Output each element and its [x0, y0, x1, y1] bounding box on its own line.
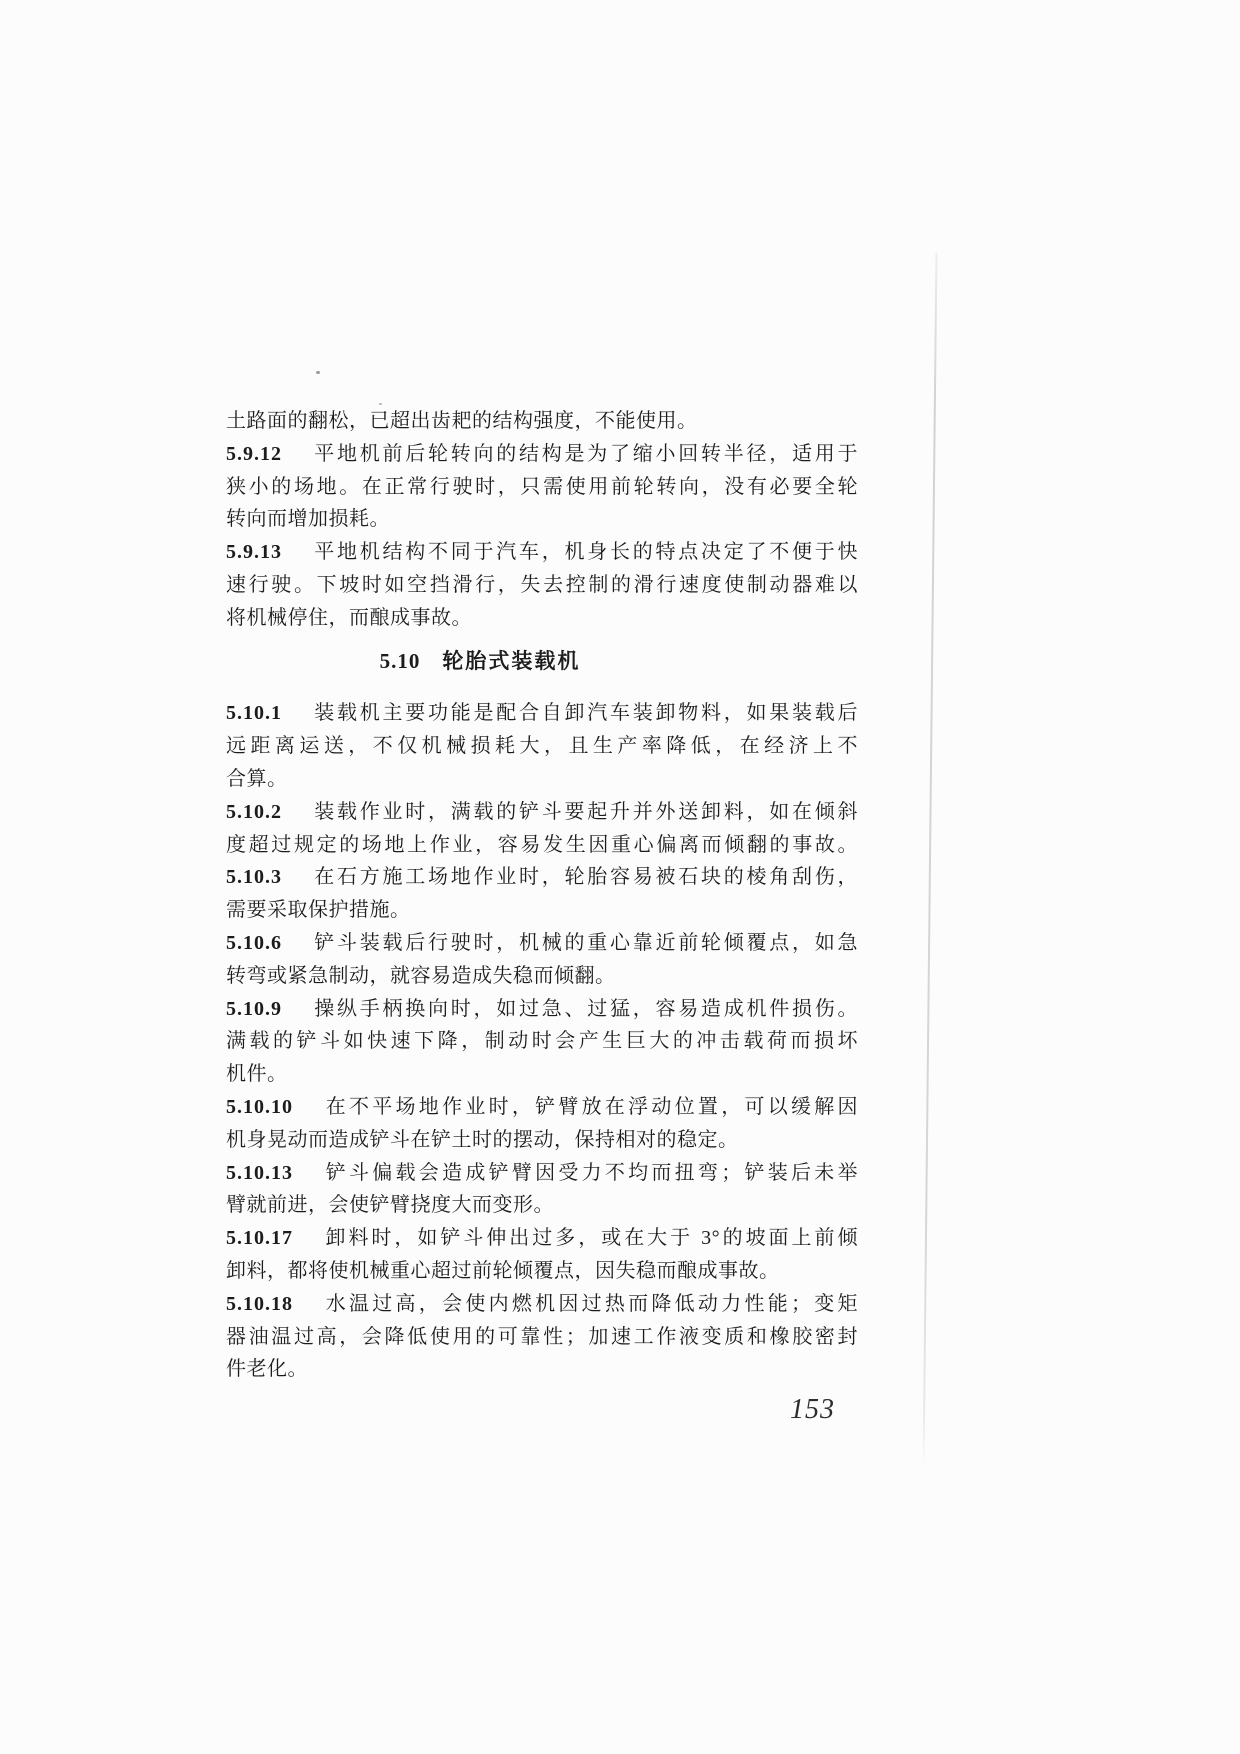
text-line: [226, 1157, 858, 1190]
text-line: [226, 1353, 858, 1386]
clause-number: 5.9.13: [226, 541, 282, 564]
scan-edge-artifact: [923, 253, 938, 1467]
clause-number: 5.10.1: [226, 702, 282, 725]
line-text: 机身晃动而造成铲斗在铲土时的摆动，保持相对的稳定。: [226, 1128, 739, 1151]
text-line: [226, 438, 858, 471]
text-line: [226, 1058, 858, 1091]
line-text: 合算。: [226, 767, 288, 790]
section-heading: [226, 645, 858, 678]
text-line: [226, 960, 858, 993]
text-line: [226, 861, 858, 894]
line-text: 将机械停住，而酿成事故。: [226, 606, 472, 629]
text-line: [226, 602, 858, 635]
line-text: 件老化。: [226, 1358, 308, 1381]
line-text: 平地机前后轮转向的结构是为了缩小回转半径，适用于: [312, 442, 858, 465]
line-text: 机件。: [226, 1063, 288, 1086]
clause-number: 5.9.12: [226, 442, 282, 465]
line-text: 需要采取保护措施。: [226, 899, 411, 922]
scan-speck: [316, 371, 320, 374]
text-line: [226, 730, 858, 763]
scan-speck: [379, 403, 382, 405]
line-text: 狭小的场地。在正常行驶时，只需使用前轮转向，没有必要全轮: [226, 475, 858, 498]
line-text: 转向而增加损耗。: [226, 508, 390, 531]
clause-number: 5.10.6: [226, 931, 282, 954]
text-line: [226, 697, 858, 730]
text-line: [226, 1288, 858, 1321]
text-line: [226, 796, 858, 829]
clause-number: 5.10.3: [226, 866, 282, 889]
text-line: [226, 471, 858, 504]
text-line: [226, 1189, 858, 1222]
line-text: 速行驶。下坡时如空挡滑行，失去控制的滑行速度使制动器难以: [226, 573, 858, 596]
text-line: [226, 503, 858, 536]
line-text: 转弯或紧急制动，就容易造成失稳而倾翻。: [226, 964, 616, 987]
clause-number: 5.10.17: [226, 1227, 293, 1250]
text-line: [226, 405, 858, 438]
page-number: 153: [790, 1394, 835, 1425]
line-text: 装载机主要功能是配合自卸汽车装卸物料，如果装载后: [312, 702, 858, 725]
line-text: 在不平场地作业时，铲臂放在浮动位置，可以缓解因: [323, 1095, 858, 1118]
clause-number: 5.10.2: [226, 800, 282, 823]
line-text: 度超过规定的场地上作业，容易发生因重心偏离而倾翻的事故。: [226, 833, 858, 856]
line-text: 装载作业时，满载的铲斗要起升并外送卸料，如在倾斜: [312, 800, 858, 823]
clause-number: 5.10.18: [226, 1292, 293, 1315]
clause-number: 5.10.13: [226, 1161, 293, 1184]
line-text: 土路面的翻松，已超出齿耙的结构强度，不能使用。: [226, 410, 698, 432]
line-text: 铲斗偏载会造成铲臂因受力不均而扭弯；铲装后未举: [323, 1161, 858, 1184]
line-text: 卸料时，如铲斗伸出过多，或在大于 3°的坡面上前倾: [323, 1227, 858, 1250]
line-text: 铲斗装载后行驶时，机械的重心靠近前轮倾覆点，如急: [312, 931, 858, 954]
section-title: 轮胎式装载机: [442, 648, 581, 673]
text-line: [226, 536, 858, 569]
line-text: 臂就前进，会使铲臂挠度大而变形。: [226, 1194, 554, 1217]
text-line: [226, 993, 858, 1026]
line-text: 平地机结构不同于汽车，机身长的特点决定了不便于快: [312, 541, 858, 564]
text-line: [226, 1255, 858, 1288]
text-line: [226, 1091, 858, 1124]
text-line: [226, 569, 858, 602]
section-number: 5.10: [379, 648, 421, 673]
text-line: [226, 829, 858, 862]
text-line: [226, 1124, 858, 1157]
text-line: [226, 1025, 858, 1058]
text-line: [226, 927, 858, 960]
line-text: 远距离运送，不仅机械损耗大，且生产率降低，在经济上不: [226, 735, 858, 758]
text-line: [226, 1222, 858, 1255]
line-text: 在石方施工场地作业时，轮胎容易被石块的棱角刮伤，: [312, 866, 858, 889]
line-text: 满载的铲斗如快速下降，制动时会产生巨大的冲击载荷而损坏: [226, 1030, 858, 1053]
line-text: 卸料，都将使机械重心超过前轮倾覆点，因失稳而酿成事故。: [226, 1259, 780, 1282]
document-text-column: [226, 405, 858, 1386]
text-line: [226, 1321, 858, 1354]
line-text: 操纵手柄换向时，如过急、过猛，容易造成机件损伤。: [312, 997, 858, 1020]
line-text: 水温过高，会使内燃机因过热而降低动力性能；变矩: [323, 1292, 858, 1315]
line-text: 器油温过高，会降低使用的可靠性；加速工作液变质和橡胶密封: [226, 1325, 858, 1348]
text-line: [226, 763, 858, 796]
clause-number: 5.10.9: [226, 997, 282, 1020]
text-line: [226, 894, 858, 927]
clause-number: 5.10.10: [226, 1095, 293, 1118]
